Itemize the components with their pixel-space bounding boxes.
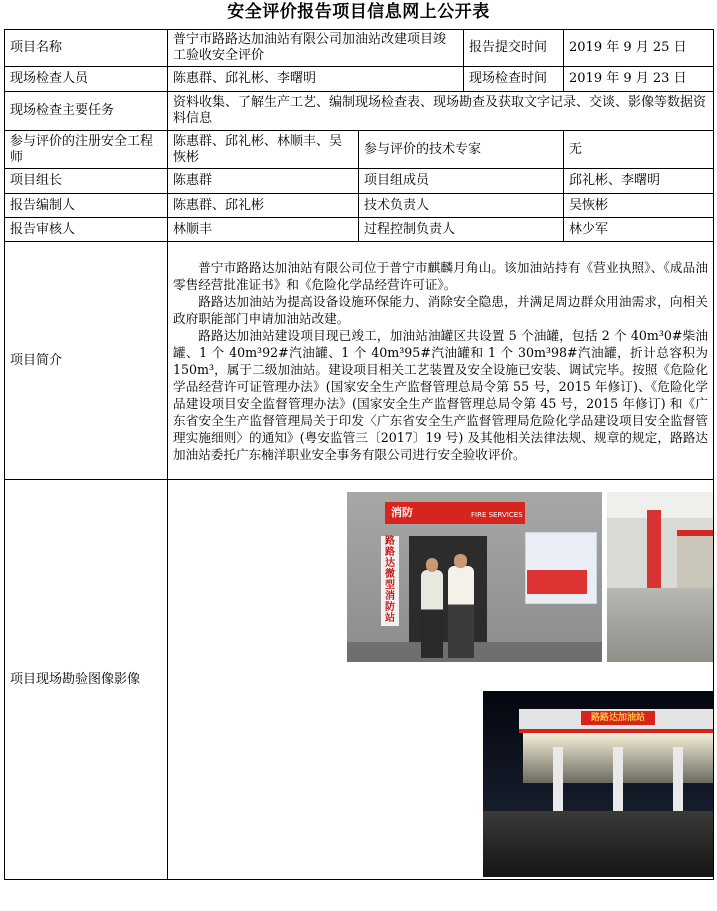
value-inspectors: 陈惠群、邱礼彬、李曙明 — [168, 67, 464, 92]
label-authors: 报告编制人 — [5, 194, 168, 218]
label-engineers: 参与评价的注册安全工程师 — [5, 131, 168, 169]
page-title: 安全评价报告项目信息网上公开表 — [227, 2, 490, 22]
label-leader: 项目组长 — [5, 169, 168, 194]
row-inspectors — [5, 67, 714, 92]
label-tasks: 现场检查主要任务 — [5, 92, 168, 131]
row-intro — [5, 242, 714, 480]
label-submit-time: 报告提交时间 — [464, 30, 564, 67]
row-reviewer — [5, 218, 714, 242]
row-tasks — [5, 92, 714, 131]
value-project-name: 普宁市路路达加油站有限公司加油站改建项目竣工验收安全评价 — [168, 30, 464, 67]
photo-fire-station — [347, 492, 602, 662]
info-table — [4, 29, 714, 880]
value-intro — [168, 242, 714, 480]
photo-daytime-station — [607, 492, 714, 662]
fire-services-sign — [385, 502, 525, 524]
photo-night-station — [483, 691, 714, 877]
value-tasks: 资料收集、了解生产工艺、编制现场检查表、现场勘查及获取文字记录、交谈、影像等数据资料信息 — [168, 92, 714, 131]
label-project-name: 项目名称 — [5, 30, 168, 67]
row-project-name — [5, 30, 714, 67]
value-experts: 无 — [564, 131, 714, 169]
value-reviewer: 林顺丰 — [168, 218, 359, 242]
intro-paragraph-2: 路路达加油站为提高设备设施环保能力、消除安全隐患，并满足周边群众用油需求，向相关政府职能部门申请加油站改建。 — [173, 293, 709, 326]
value-tech: 吴恢彬 — [564, 194, 714, 218]
label-photos: 项目现场勘验图像影像 — [5, 480, 168, 880]
canopy-logo: 路路达加油站 — [581, 711, 655, 725]
label-inspectors: 现场检查人员 — [5, 67, 168, 92]
row-photos — [5, 480, 714, 880]
value-leader: 陈惠群 — [168, 169, 359, 194]
photos-cell — [168, 480, 714, 880]
row-authors — [5, 194, 714, 218]
sign-cn-text: 消防 — [391, 506, 413, 519]
label-tech: 技术负责人 — [359, 194, 564, 218]
value-authors: 陈惠群、邱礼彬 — [168, 194, 359, 218]
person-right — [448, 566, 474, 658]
person-left — [421, 570, 443, 658]
label-experts: 参与评价的技术专家 — [359, 131, 564, 169]
photo-gallery — [168, 480, 713, 878]
label-inspect-time: 现场检查时间 — [464, 67, 564, 92]
value-members: 邱礼彬、李曙明 — [564, 169, 714, 194]
row-engineers — [5, 131, 714, 169]
value-process: 林少军 — [564, 218, 714, 242]
label-reviewer: 报告审核人 — [5, 218, 168, 242]
label-intro: 项目简介 — [5, 242, 168, 480]
value-engineers: 陈惠群、邱礼彬、林顺丰、吴恢彬 — [168, 131, 359, 169]
sign-en-text: FIRE SERVICES — [471, 511, 523, 519]
row-leader — [5, 169, 714, 194]
value-inspect-time: 2019 年 9 月 23 日 — [564, 67, 714, 92]
intro-paragraph-1: 普宁市路路达加油站有限公司位于普宁市麒麟月角山。该加油站持有《营业执照》、《成品油零售经营批准证书》和《危险化学品经营许可证》。 — [173, 259, 709, 292]
label-members: 项目组成员 — [359, 169, 564, 194]
label-process: 过程控制负责人 — [359, 218, 564, 242]
vertical-sign: 路路达微型消防站 — [381, 536, 399, 626]
value-submit-time: 2019 年 9 月 25 日 — [564, 30, 714, 67]
intro-paragraph-3: 路路达加油站建设项目现已竣工，加油站油罐区共设置 5 个油罐，包括 2 个 40m³0#柴油罐、1 个 40m³92#汽油罐、1 个 40m³95#汽油罐和 1 个 30m³98#汽油罐，折计总容积为 150m³，属于二级加油站。建设项目相关工艺装置及安全设施已安装、调试完毕。按照《危险化学品经营许可证管理办法》(国家安全生产监督管理总局令第 55 号，2015 年修订)、《危险化学品建设项目安全监督管理办法》(国家安全生产监督管理总局令第 45 号，2015 年修订) 和《广东省安全生产监督管理局关于印发〈广东省安全生产监督管理局危险化学品建设项目安全监督管理实施细则〉的通知》(粤安监管三〔2017〕19 号) 及其他相关法律法规、规章的规定，路路达加油站委托广东楠洋职业安全事务有限公司进行安全验收评价。 — [173, 327, 709, 462]
